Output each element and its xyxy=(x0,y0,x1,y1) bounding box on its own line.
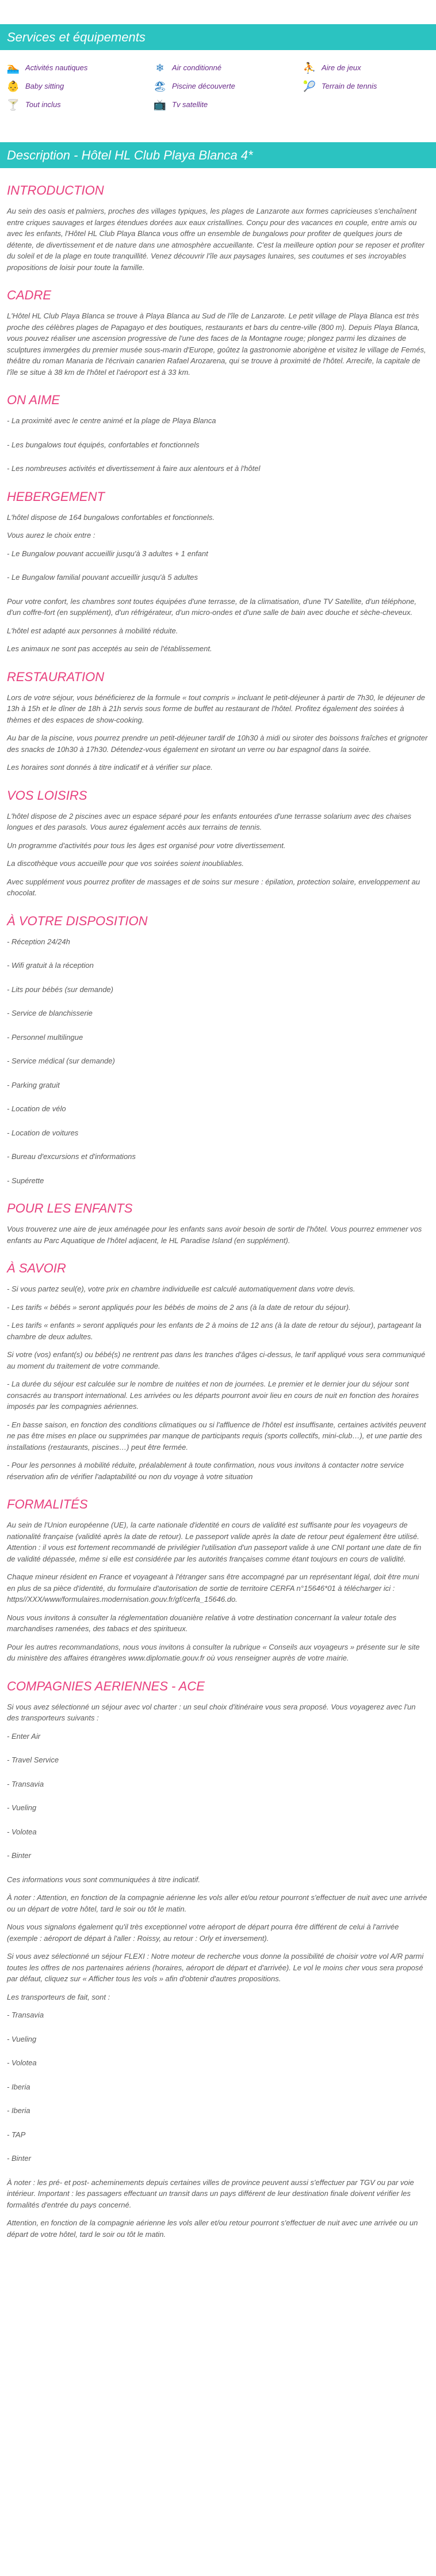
list-item: - Bureau d'excursions et d'informations xyxy=(7,1152,136,1161)
list-item: - Location de voitures xyxy=(7,1128,79,1137)
list-item: - Personnel multilingue xyxy=(7,1032,83,1042)
paragraph: Nous vous signalons également qu'il très exceptionnel votre aéroport de départ pourra être différent de celui à l'arrivée (exemple : aéroport de départ à l'aller : Roissy, au retour : Orly et inversement). xyxy=(7,1922,399,1943)
flexi-carriers-list xyxy=(7,2009,429,2164)
pool-icon: 🏖 xyxy=(153,80,167,92)
paragraph: Chaque mineur résident en France et voyageant à l'étranger sans être accompagné par un représentant légal, doit être muni en plus de sa pièce d'identité, du formulaire d'autorisation de sortie de territoire CERFA n°15646*01 à télécharger ici : https//XXX/www/formulaires.modernisation.gouv.fr/gf/cerfa_15646.do. xyxy=(7,1572,419,1604)
disposition-list xyxy=(7,936,429,1187)
snowflake-icon: ❄ xyxy=(155,62,165,74)
list-item: - Iberia xyxy=(7,2082,30,2091)
list-item: - TAP xyxy=(7,2130,26,2139)
tennis-icon: 🎾 xyxy=(303,80,316,92)
service-label: Baby sitting xyxy=(25,82,64,91)
services-grid xyxy=(0,58,436,117)
list-item: - Supérette xyxy=(7,1176,44,1185)
paragraph: À noter : Attention, en fonction de la compagnie aérienne les vols aller et/ou retour pourront s'effectuer de nuit avec une arrivée ou un départ de votre hôtel, tard le soir ou tôt le matin. xyxy=(7,1893,427,1913)
paragraph: Ces informations vous sont communiquées à titre indicatif. xyxy=(7,1875,200,1884)
paragraph: La discothèque vous accueille pour que vos soirées soient inoubliables. xyxy=(7,859,244,868)
list-item: - Le Bungalow familial pouvant accueillir jusqu'à 5 adultes xyxy=(7,573,198,582)
service-baby-sitting xyxy=(7,80,154,93)
paragraph: - Pour les personnes à mobilité réduite, préalablement à toute confirmation, nous vous invitons à contacter notre service réservation afin de vérifier l'adaptabilité ou non du voyage à votre situation xyxy=(7,1461,404,1481)
list-item: - Les nombreuses activités et divertissement à faire aux alentours et à l'hôtel xyxy=(7,464,261,473)
section-title-on-aime: ON AIME xyxy=(7,393,60,407)
paragraph: Attention, en fonction de la compagnie aérienne les vols aller et/ou retour pourront s'effectuer de nuit avec une arrivée ou un départ de votre hôtel, tard le soir ou tôt le matin. xyxy=(7,2218,418,2239)
section-title-pour-les-enfants: POUR LES ENFANTS xyxy=(7,1201,133,1215)
bungalow-list xyxy=(7,548,429,583)
service-air-conditionne xyxy=(154,62,303,74)
paragraph: Les horaires sont donnés à titre indicatif et à vérifier sur place. xyxy=(7,763,213,772)
list-item: - Location de vélo xyxy=(7,1104,66,1113)
paragraph: L'hôtel dispose de 2 piscines avec un espace séparé pour les enfants entourées d'une terrasse solarium avec des chaises longues et des parasols. Vous aurez également accès aux terrains de tennis. xyxy=(7,811,412,831)
paragraph: - En basse saison, en fonction des conditions climatiques ou si l'affluence de l'hôtel est insuffisante, certaines activités peuvent ne pas être mises en place ou supprimées par manque de participants requis (sports collectifs, mini-club…), et une partie des installations (restaurants, piscines…) peut être fermée. xyxy=(7,1420,426,1452)
playground-icon: ⛹ xyxy=(303,62,316,74)
all-inclusive-icon: 🍸 xyxy=(6,98,20,111)
paragraph: Nous vous invitons à consulter la réglementation douanière relative à votre destination concernant la valeur totale des marchandises ramenées, des tabacs et des spiritueux. xyxy=(7,1613,397,1633)
section-title-hebergement: HEBERGEMENT xyxy=(7,489,105,504)
service-activites-nautiques xyxy=(7,62,154,74)
paragraph: Avec supplément vous pourrez profiter de massages et de soins sur mesure : épilation, protection solaire, enveloppement au chocolat. xyxy=(7,877,420,897)
service-label: Air conditionné xyxy=(172,63,221,73)
paragraph: Les transporteurs de fait, sont : xyxy=(7,1992,110,2001)
service-aire-de-jeux xyxy=(303,62,435,74)
list-item: - Transavia xyxy=(7,1779,44,1788)
section-title-compagnies-aeriennes: COMPAGNIES AERIENNES - ACE xyxy=(7,1678,205,1693)
paragraph: - La durée du séjour est calculée sur le nombre de nuitées et non de journées. Le premier et le dernier jour du séjour sont consacrés au transport international. Les arrivées ou les départs pourront avoir lieu en cours de nuit en fonction des horaires imposés par les compagnies aériennes. xyxy=(7,1380,419,1411)
list-item: - Réception 24/24h xyxy=(7,937,70,946)
paragraph: Si vous avez sélectionné un séjour FLEXI : Notre moteur de recherche vous donne la possibilité de choisir votre vol A/R parmi toutes les offres de nos partenaires aériens (horaires, aéroport de départ et d'arrivée). Le vol le moins cher vous sera proposé par défaut, cliquez sur « Afficher tous les vols » afin d'obtenir d'autres propositions. xyxy=(7,1952,424,1983)
paragraph: Au bar de la piscine, vous pourrez prendre un petit-déjeuner tardif de 10h30 à midi ou siroter des boissons fraîches et grignoter des snacks de 10h30 à 17h30. Détendez-vous également en sirotant un verre ou bar espagnol dans la soirée. xyxy=(7,734,428,754)
paragraph: - Les tarifs « enfants » seront appliqués pour les enfants de 2 à moins de 12 ans (à la date de retour du séjour), partageant la chambre de deux adultes. xyxy=(7,1321,422,1341)
list-item: - Service médical (sur demande) xyxy=(7,1057,115,1065)
paragraph: À noter : les pré- et post- acheminements depuis certaines villes de province peuvent aussi s'effectuer par TGV ou par voie intérieur. Important : les passagers effectuant un transit dans un pays différent de leur destination finale doivent vérifier les formalités d'entrée du pays concerné. xyxy=(7,2178,414,2209)
section-title-cadre: CADRE xyxy=(7,288,52,302)
list-item: - La proximité avec le centre animé et la plage de Playa Blanca xyxy=(7,416,216,425)
section-title-a-savoir: À SAVOIR xyxy=(7,1261,66,1275)
list-item: - Binter xyxy=(7,2154,31,2163)
service-label: Tv satellite xyxy=(172,100,208,109)
list-item: - Service de blanchisserie xyxy=(7,1009,93,1017)
paragraph: Si votre (vos) enfant(s) ou bébé(s) ne rentrent pas dans les tranches d'âges ci-dessus, le tarif appliqué vous sera communiqué au moment du traitement de votre commande. xyxy=(7,1350,426,1370)
paragraph: Si vous avez sélectionné un séjour avec vol charter : un seul choix d'itinéraire vous sera proposé. Vous voyagerez avec l'un des transporteurs suivants : xyxy=(7,1702,416,1722)
list-item: - Volotea xyxy=(7,1827,37,1836)
paragraph: Pour les autres recommandations, nous vous invitons à consulter la rubrique « Conseils aux voyageurs » présente sur le site du ministère des affaires étrangères www.diplomatie.gouv.fr où vous renseigner auprès de votre mairie. xyxy=(7,1642,420,1662)
description-content xyxy=(0,181,436,2240)
on-aime-list xyxy=(7,415,429,474)
section-title-introduction: INTRODUCTION xyxy=(7,183,104,197)
paragraph: Vous trouverez une aire de jeux aménagée pour les enfants sans avoir besoin de sortir de l'hôtel. Vous pourrez emmener vos enfants au Parc Aquatique de l'hôtel adjacent, le HL Paradise Island (en supplément). xyxy=(7,1225,422,1245)
list-item: - Le Bungalow pouvant accueillir jusqu'à 3 adultes + 1 enfant xyxy=(7,549,208,558)
service-piscine-decouverte xyxy=(154,80,303,93)
list-item: - Transavia xyxy=(7,2011,44,2019)
section-title-restauration: RESTAURATION xyxy=(7,669,105,684)
paragraph: Pour votre confort, les chambres sont toutes équipées d'une terrasse, de la climatisation, d'une TV Satellite, d'un téléphone, d'un coffre-fort (en supplément), d'un réfrigérateur, d'un micro-ondes et d'une salle de bain avec douche et sèche-cheveux. xyxy=(7,596,417,617)
paragraph: Vous aurez le choix entre : xyxy=(7,531,95,539)
list-item: - Volotea xyxy=(7,2058,37,2067)
charter-carriers-list xyxy=(7,1731,429,1861)
description-banner: Description - Hôtel HL Club Playa Blanca 4* xyxy=(0,142,436,168)
list-item: - Iberia xyxy=(7,2106,30,2115)
service-label: Activités nautiques xyxy=(25,63,88,73)
paragraph: L'Hôtel HL Club Playa Blanca se trouve à Playa Blanca au Sud de l'île de Lanzarote. Le petit village de Playa Blanca est très proche des célèbres plages de Papagayo et des boutiques, restaurants et bars du centre-ville (800 m). Depuis Playa Blanca, vous pouvez réaliser une ascension progressive de l'une des faces de la Montagne rouge; plongez parmi les dizaines de sculptures immergées du premier musée sous-marin d'Europe, goûtez la gastronomie aborigène et visitez le village de Femés, théâtre du roman Manaria de l'écrivain canarien Rafael Arozarena, qui se trouve à proximité de l'hôtel. Arrecife, la capitale de l'île se situe à 38 km de l'hôtel et l'aéroport est à 33 km. xyxy=(7,311,426,377)
list-item: - Binter xyxy=(7,1851,31,1860)
paragraph: Au sein de l'Union européenne (UE), la carte nationale d'identité en cours de validité est suffisante pour les voyageurs de nationalité française (validité après la date de retour). Le passeport valide après la date de retour peut également être utilisé. Attention : il vous est fortement recommandé de privilégier l'utilisation d'un passeport valide à une CNI portant une date de fin de validité dépassée, même si elle est considérée par les autorités françaises comme étant toujours en cours de validité. xyxy=(7,1521,422,1563)
service-label: Terrain de tennis xyxy=(322,82,377,91)
paragraph: Les animaux ne sont pas acceptés au sein de l'établissement. xyxy=(7,644,212,653)
list-item: - Wifi gratuit à la réception xyxy=(7,961,94,970)
section-title-formalites: FORMALITÉS xyxy=(7,1497,88,1511)
list-item: - Enter Air xyxy=(7,1731,41,1741)
paragraph: L'hôtel dispose de 164 bungalows confortables et fonctionnels. xyxy=(7,512,215,522)
paragraph: - Les tarifs « bébés » seront appliqués pour les bébés de moins de 2 ans (à la date de retour du séjour). xyxy=(7,1302,351,1312)
service-tv-satellite xyxy=(154,98,303,111)
section-title-vos-loisirs: VOS LOISIRS xyxy=(7,788,87,803)
service-label: Aire de jeux xyxy=(322,63,361,73)
paragraph: Lors de votre séjour, vous bénéficierez de la formule « tout compris » incluant le petit-déjeuner à partir de 7h30, le déjeuner de 13h à 15h et le dîner de 18h à 21h servis sous forme de buffet au restaurant de l'hôtel. Profitez également des soirées à thèmes et des espaces de show-cooking. xyxy=(7,693,425,724)
swimmer-icon: 🏊 xyxy=(6,62,20,74)
list-item: - Parking gratuit xyxy=(7,1080,60,1089)
list-item: - Lits pour bébés (sur demande) xyxy=(7,985,113,994)
list-item: - Vueling xyxy=(7,2034,37,2043)
services-banner: Services et équipements xyxy=(0,24,436,50)
paragraph: Un programme d'activités pour tous les âges est organisé pour votre divertissement. xyxy=(7,841,286,850)
list-item: - Travel Service xyxy=(7,1756,59,1764)
service-label: Tout inclus xyxy=(25,100,61,109)
service-label: Piscine découverte xyxy=(172,82,235,91)
baby-icon: 👶 xyxy=(6,80,20,92)
service-terrain-de-tennis xyxy=(303,80,435,93)
service-tout-inclus xyxy=(7,98,154,111)
paragraph: - Si vous partez seul(e), votre prix en chambre individuelle est calculé automatiquement dans votre devis. xyxy=(7,1285,355,1293)
tv-icon: 📺 xyxy=(153,98,167,111)
list-item: - Les bungalows tout équipés, confortables et fonctionnels xyxy=(7,440,200,449)
list-item: - Vueling xyxy=(7,1803,37,1812)
paragraph: Au sein des oasis et palmiers, proches des villages typiques, les plages de Lanzarote aux formes capricieuses s'enchaînent entre criques sauvages et larges étendues dorées aux eaux cristallines. Conçu pour des vacances en couple, entre amis ou avec les enfants, l'Hôtel HL Club Playa Blanca vous offre un ensemble de bungalows pour profiter de quelques jours de détente, de divertissement et de nature dans une atmosphère accueillante. C'est la meilleure option pour se reposer et profiter du soleil et de la plage en toute tranquillité. Venez découvrir l'île aux paysages lunaires, ses coutumes et ses incroyables propositions de loisir pour toute la famille. xyxy=(7,207,424,272)
section-title-a-votre-disposition: À VOTRE DISPOSITION xyxy=(7,913,148,928)
paragraph: L'hôtel est adapté aux personnes à mobilité réduite. xyxy=(7,626,178,635)
